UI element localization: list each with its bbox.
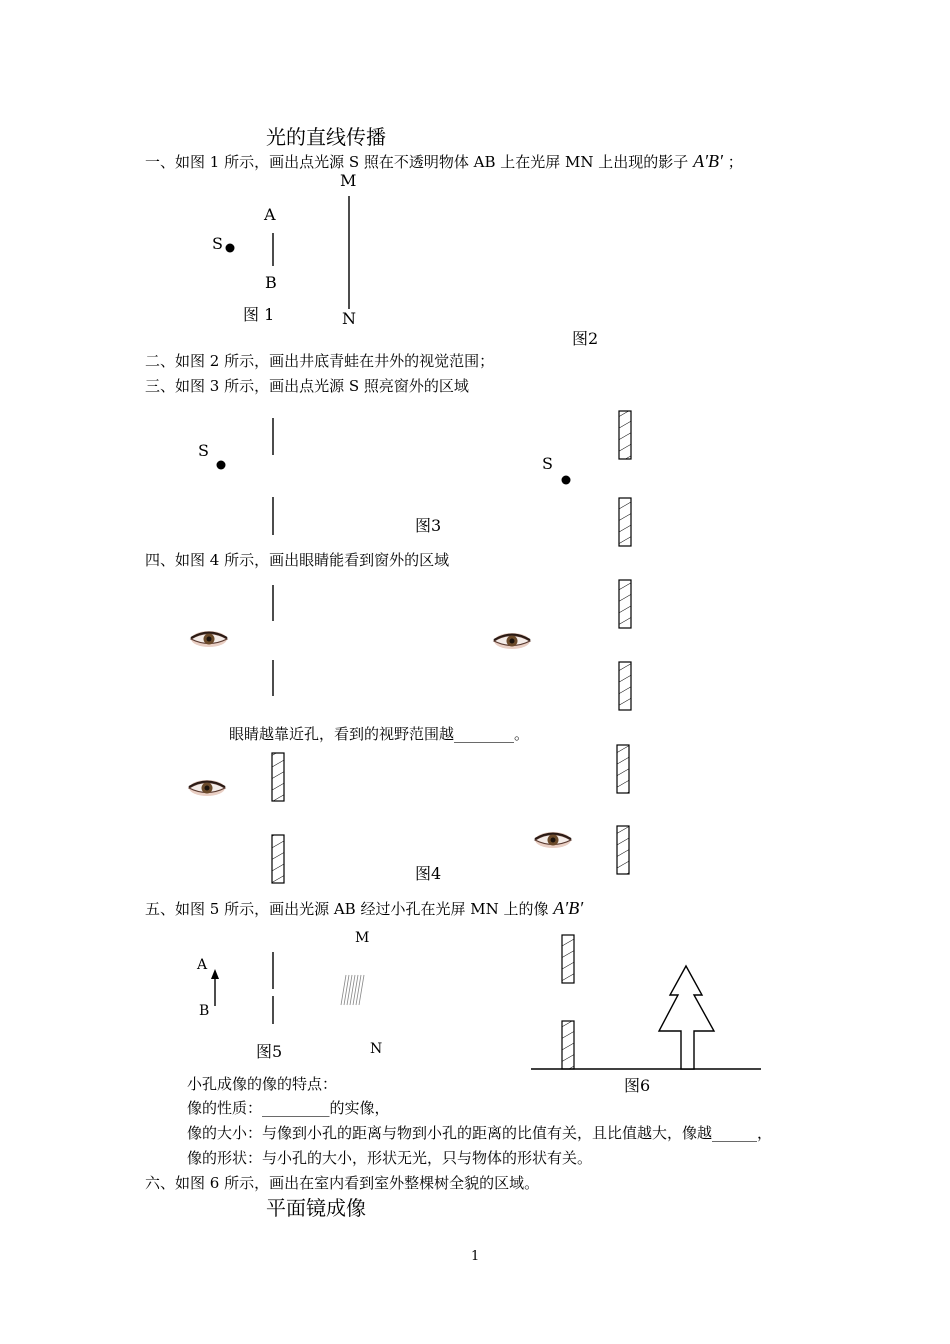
page-number: 1: [471, 1249, 480, 1264]
fig6-hatched-wall-top: [562, 935, 574, 983]
fig3-label-S-right: S: [542, 454, 553, 473]
question-1-end: ；: [727, 153, 743, 171]
figure-3-left: [217, 418, 274, 535]
fig1-label-S: S: [212, 234, 223, 253]
fig5-label-N: N: [370, 1041, 383, 1057]
question-4: 四、如图 4 所示，画出眼睛能看到窗外的区域: [145, 551, 450, 569]
fig5-label-B: B: [199, 1003, 210, 1019]
fig1-label-N: N: [342, 309, 356, 328]
fig1-label-B: B: [265, 273, 277, 292]
eye-icon: [189, 780, 225, 796]
fig3-hatched-wall-top: [619, 411, 631, 459]
fig3-point-source-right: [562, 476, 571, 485]
pinhole-nature: 像的性质：_________的实像，: [187, 1099, 390, 1117]
fig5-label-A: A: [197, 957, 208, 973]
question-2: 二、如图 2 所示，画出井底青蛙在井外的视觉范围；: [145, 352, 495, 370]
fig4-hatched-wall-3: [272, 753, 284, 801]
eye-icon: [535, 832, 571, 848]
figure-4-caption: 图4: [415, 864, 442, 883]
fig5-label-M: M: [355, 930, 370, 946]
section-heading-light: 光的直线传播: [266, 125, 386, 149]
question-5-text: 五、如图 5 所示，画出光源 AB 经过小孔在光屏 MN 上的像: [145, 900, 549, 918]
fig3-label-S-left: S: [198, 441, 209, 460]
figure-1-caption: 图 1: [243, 305, 275, 324]
question-6: 六、如图 6 所示，画出在室内看到室外整棵树全貌的区域。: [145, 1174, 540, 1192]
pinhole-title: 小孔成像的像的特点：: [187, 1075, 338, 1093]
question-3: 三、如图 3 所示，画出点光源 S 照亮窗外的区域: [145, 377, 469, 395]
figure-4: [272, 580, 631, 883]
question-5-math: A′B′: [553, 898, 584, 918]
fig1-label-M: M: [340, 171, 357, 190]
fig4-hatched-wall-2: [619, 662, 631, 710]
fig4-hatched-wall-5: [617, 745, 629, 793]
fig1-point-source-S: [226, 244, 235, 253]
question-1-math: A′B′: [693, 151, 723, 171]
fig5-screen-MN: [341, 975, 364, 1005]
fig3-point-source-left: [217, 461, 226, 470]
fig6-tree: [659, 966, 714, 1069]
pinhole-size: 像的大小：与像到小孔的距离与物到小孔的距离的比值有关，且比值越大，像越______，: [187, 1124, 773, 1142]
figure-5: [211, 952, 364, 1024]
fig1-label-A: A: [264, 205, 276, 224]
fig5-object-arrow-head: [211, 969, 219, 979]
figure-6-caption: 图6: [624, 1076, 651, 1095]
fig3-hatched-wall-bottom: [619, 498, 631, 546]
fig4-hatched-wall-1: [619, 580, 631, 628]
fig6-hatched-wall-bottom: [562, 1021, 574, 1069]
pinhole-shape: 像的形状：与小孔的大小，形状无光，只与物体的形状有关。: [187, 1149, 593, 1167]
figure-2-caption: 图2: [572, 329, 599, 348]
question-4-fill-blank: 眼睛越靠近孔，看到的视野范围越________。: [229, 725, 530, 743]
fig4-hatched-wall-4: [272, 835, 284, 883]
figure-6: [531, 935, 761, 1069]
section-heading-mirror: 平面镜成像: [266, 1196, 366, 1220]
figure-3-caption: 图3: [415, 516, 442, 535]
figure-1: [226, 196, 350, 309]
eye-icon: [494, 633, 530, 649]
eye-icon: [191, 631, 227, 647]
figure-3-right: [562, 411, 632, 546]
question-1-text: 一、如图 1 所示，画出点光源 S 照在不透明物体 AB 上在光屏 MN 上出现的影子: [145, 153, 689, 171]
fig4-hatched-wall-6: [617, 826, 629, 874]
figure-5-caption: 图5: [256, 1042, 283, 1061]
